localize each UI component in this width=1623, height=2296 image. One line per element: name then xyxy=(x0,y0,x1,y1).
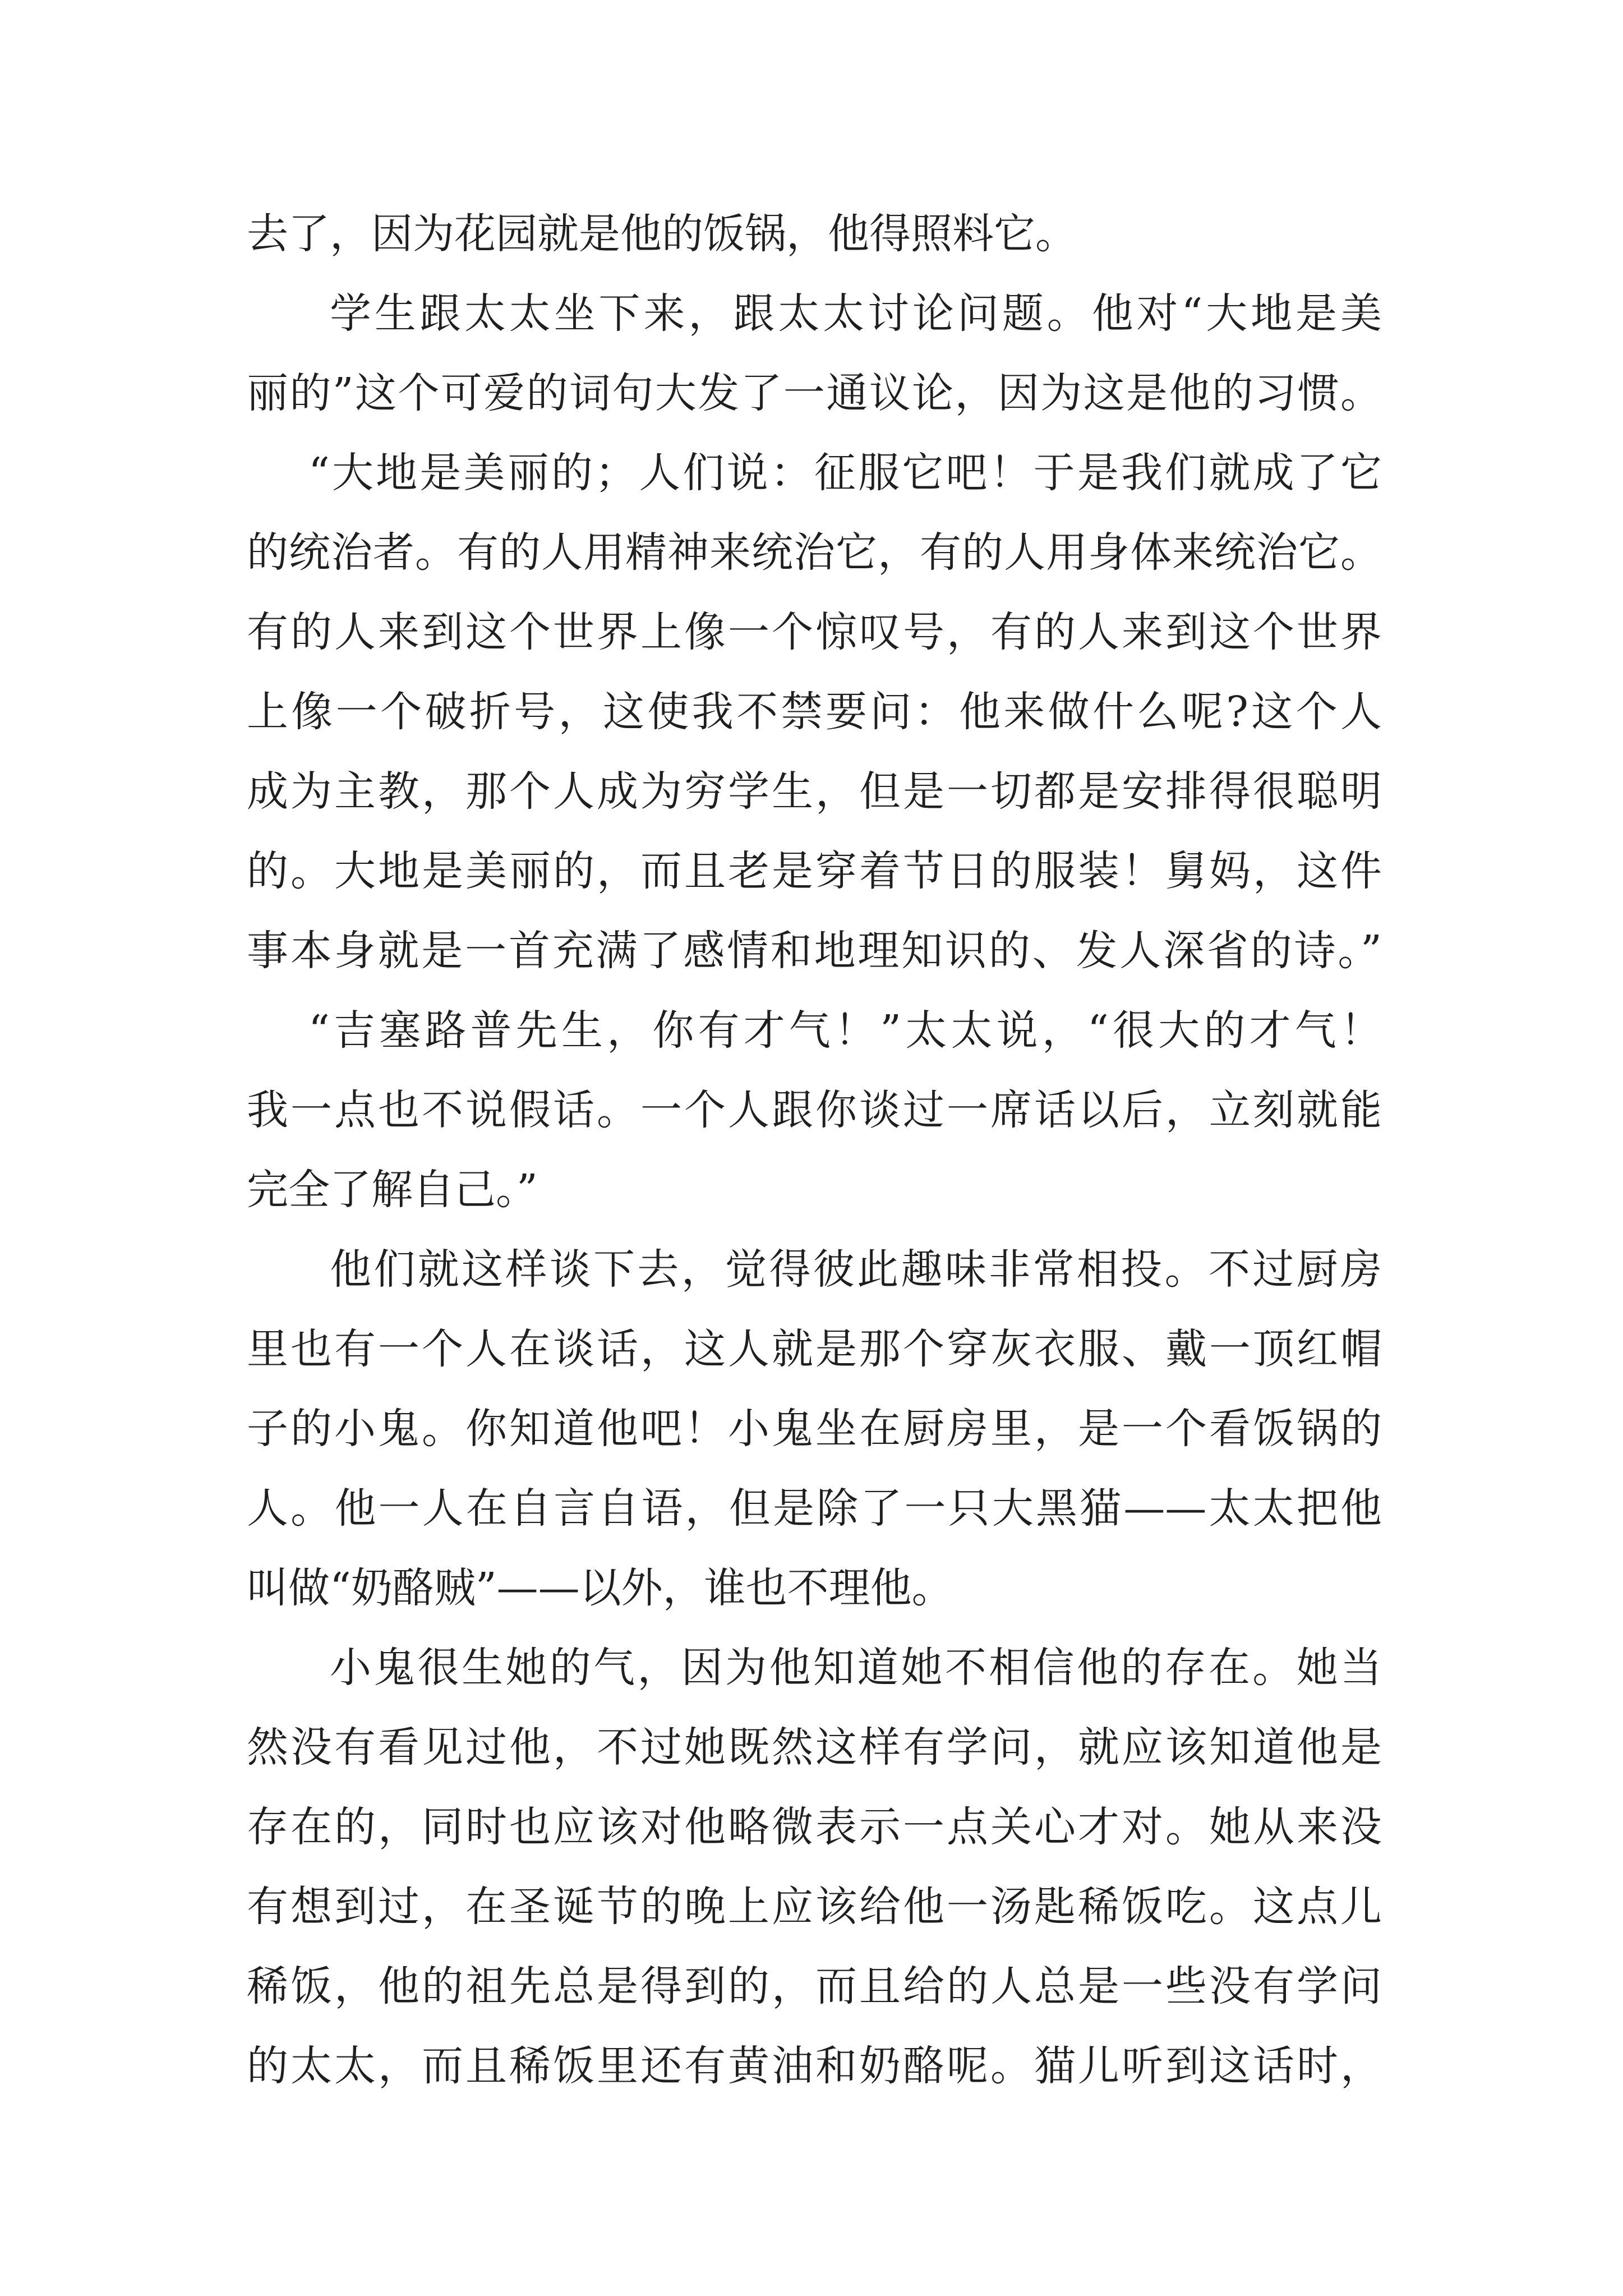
text-line: 有的人来到这个世界上像一个惊叹号，有的人来到这个世界 xyxy=(247,608,1382,656)
text-line: 里也有一个人在谈话，这人就是那个穿灰衣服、戴一顶红帽 xyxy=(247,1325,1382,1373)
text-line: 然没有看见过他，不过她既然这样有学问，就应该知道他是 xyxy=(247,1723,1382,1772)
paragraph-first-line: 学生跟太太坐下来，跟太太讨论问题。他对“大地是美 xyxy=(330,289,1382,338)
paragraph-first-line: 小鬼很生她的气，因为他知道她不相信他的存在。她当 xyxy=(330,1644,1382,1692)
text-line: 成为主教，那个人成为穷学生，但是一切都是安排得很聪明 xyxy=(247,767,1382,816)
text-line: 稀饭，他的祖先总是得到的，而且给的人总是一些没有学问 xyxy=(247,1962,1382,2010)
paragraph-first-line: “大地是美丽的；人们说：征服它吧！于是我们就成了它 xyxy=(308,449,1382,497)
text-line: 的。大地是美丽的，而且老是穿着节日的服装！舅妈，这件 xyxy=(247,847,1382,895)
paragraph-first-line: “吉塞路普先生，你有才气！”太太说，“很大的才气！ xyxy=(308,1006,1382,1055)
text-line: 叫做“奶酪贼”——以外，谁也不理他。 xyxy=(247,1564,953,1612)
text-line: 去了，因为花园就是他的饭锅，他得照料它。 xyxy=(247,210,1077,258)
text-line: 完全了解自己。” xyxy=(247,1166,538,1214)
text-line: 存在的，同时也应该对他略微表示一点关心才对。她从来没 xyxy=(247,1803,1382,1851)
text-line: 子的小鬼。你知道他吧！小鬼坐在厨房里，是一个看饭锅的 xyxy=(247,1405,1382,1453)
text-line: 我一点也不说假话。一个人跟你谈过一席话以后，立刻就能 xyxy=(247,1086,1382,1134)
body-text xyxy=(247,194,1382,2106)
text-line: 的太太，而且稀饭里还有黄油和奶酪呢。猫儿听到这话时， xyxy=(247,2042,1382,2090)
text-line: 丽的”这个可爱的词句大发了一通议论，因为这是他的习惯。 xyxy=(247,369,1382,417)
text-line: 上像一个破折号，这使我不禁要问：他来做什么呢?这个人 xyxy=(247,688,1382,736)
paragraph-first-line: 他们就这样谈下去，觉得彼此趣味非常相投。不过厨房 xyxy=(330,1245,1382,1294)
text-line: 事本身就是一首充满了感情和地理知识的、发人深省的诗。” xyxy=(247,927,1382,975)
text-line: 的统治者。有的人用精神来统治它，有的人用身体来统治它。 xyxy=(247,528,1382,577)
text-line: 有想到过，在圣诞节的晚上应该给他一汤匙稀饭吃。这点儿 xyxy=(247,1883,1382,1931)
text-line: 人。他一人在自言自语，但是除了一只大黑猫——太太把他 xyxy=(247,1484,1382,1533)
